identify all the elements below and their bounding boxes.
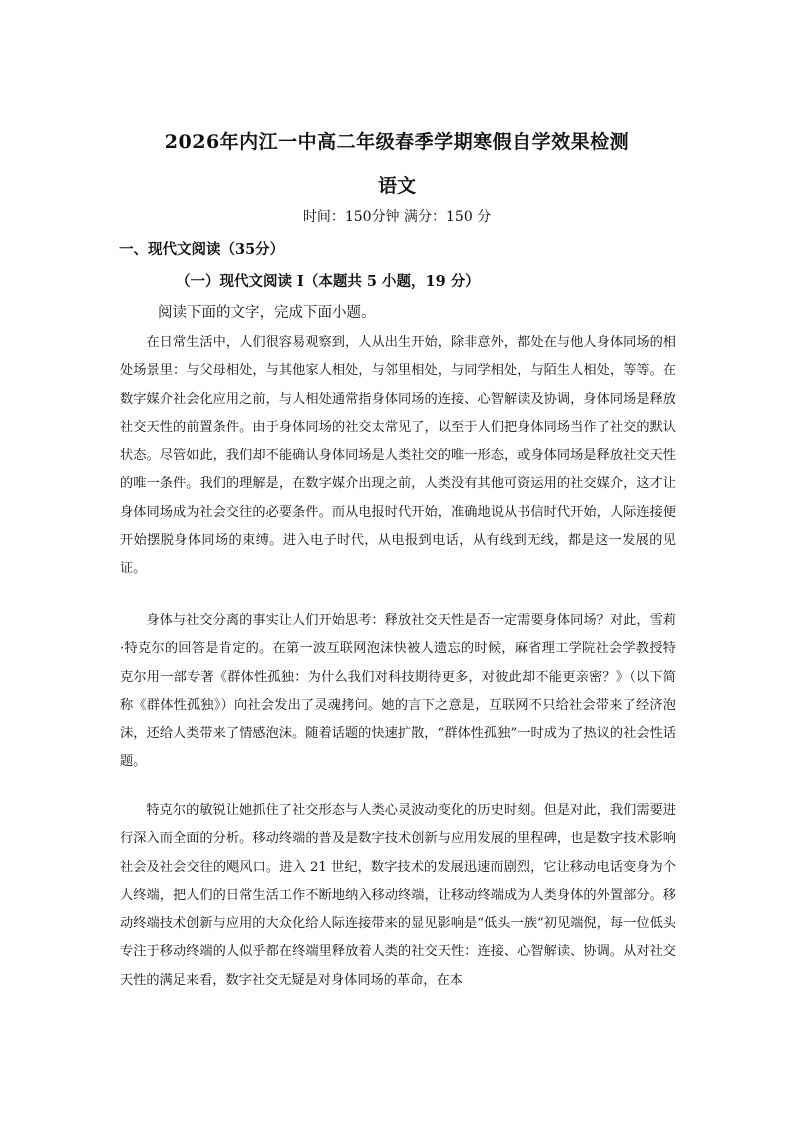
exam-meta: 时间：150分钟 满分：150 分 (302, 209, 492, 225)
exam-title: 2026年内江一中高二年级春季学期寒假自学效果检测 (164, 131, 630, 153)
subsection-heading: （一）现代文阅读 I（本题共 5 小题，19 分） (176, 273, 480, 290)
exam-subject: 语文 (377, 175, 416, 197)
reading-instruction: 阅读下面的文字，完成下面小题。 (158, 305, 376, 321)
passage-paragraph: 在日常生活中，人们很容易观察到，人从出生开始，除非意外，都处在与他人身体同场的相处场景里：与父母相处，与其他家人相处，与邻里相处，与同学相处，与陌生人相处，等等。在数字媒介社会化应用之前，与人相处通常指身体同场的连接、心智解读及协调，身体同场是释放社交天性的前置条件。由于身体同场的社交太常见了，以至于人们把身体同场当作了社交的默认状态。尽管如此，我们却不能确认身体同场是人类社交的唯一形态，或身体同场是释放社交天性的唯一条件。我们的理解是，在数字媒介出现之前，人类没有其他可资运用的社交媒介，这才让身体同场成为社会交往的必要条件。而从电报时代开始，准确地说从书信时代开始，人际连接便开始摆脱身体同场的束缚。进入电子时代，从电报到电话，从有线到无线，都是这一发展的见证。 (120, 335, 676, 577)
passage-paragraph: 身体与社交分离的事实让人们开始思考：释放社交天性是否一定需要身体同场？对此，雪莉·特克尔的回答是肯定的。在第一波互联网泡沫快被人遗忘的时候，麻省理工学院社会学教授特克尔用一部专著《群体性孤独：为什么我们对科技期待更多，对彼此却不能更亲密？》（以下简称《群体性孤独》）向社会发出了灵魂拷问。她的言下之意是，互联网不只给社会带来了经济泡沫，还给人类带来了情感泡沫。随着话题的快速扩散，“群体性孤独”一时成为了热议的社会性话题。 (120, 613, 676, 770)
passage-paragraph: 特克尔的敏锐让她抓住了社交形态与人类心灵波动变化的历史时刻。但是对此，我们需要进行深入而全面的分析。移动终端的普及是数字技术创新与应用发展的里程碑，也是数字技术影响社会及社会交往的飓风口。进入 21 世纪，数字技术的发展迅速而剧烈，它让移动电话变身为个人终端，把人们的日常生活工作不断地纳入移动终端，让移动终端成为人类身体的外置部分。移动终端技术创新与应用的大众化给人际连接带来的显见影响是“低头一族”初见端倪，每一位低头专注于移动终端的人似乎都在终端里释放着人类的社交天性：连接、心智解读、协调。从对社交天性的满足来看，数字社交无疑是对身体同场的革命，在本 (120, 803, 676, 988)
section-heading: 一、现代文阅读（35分） (119, 241, 285, 258)
